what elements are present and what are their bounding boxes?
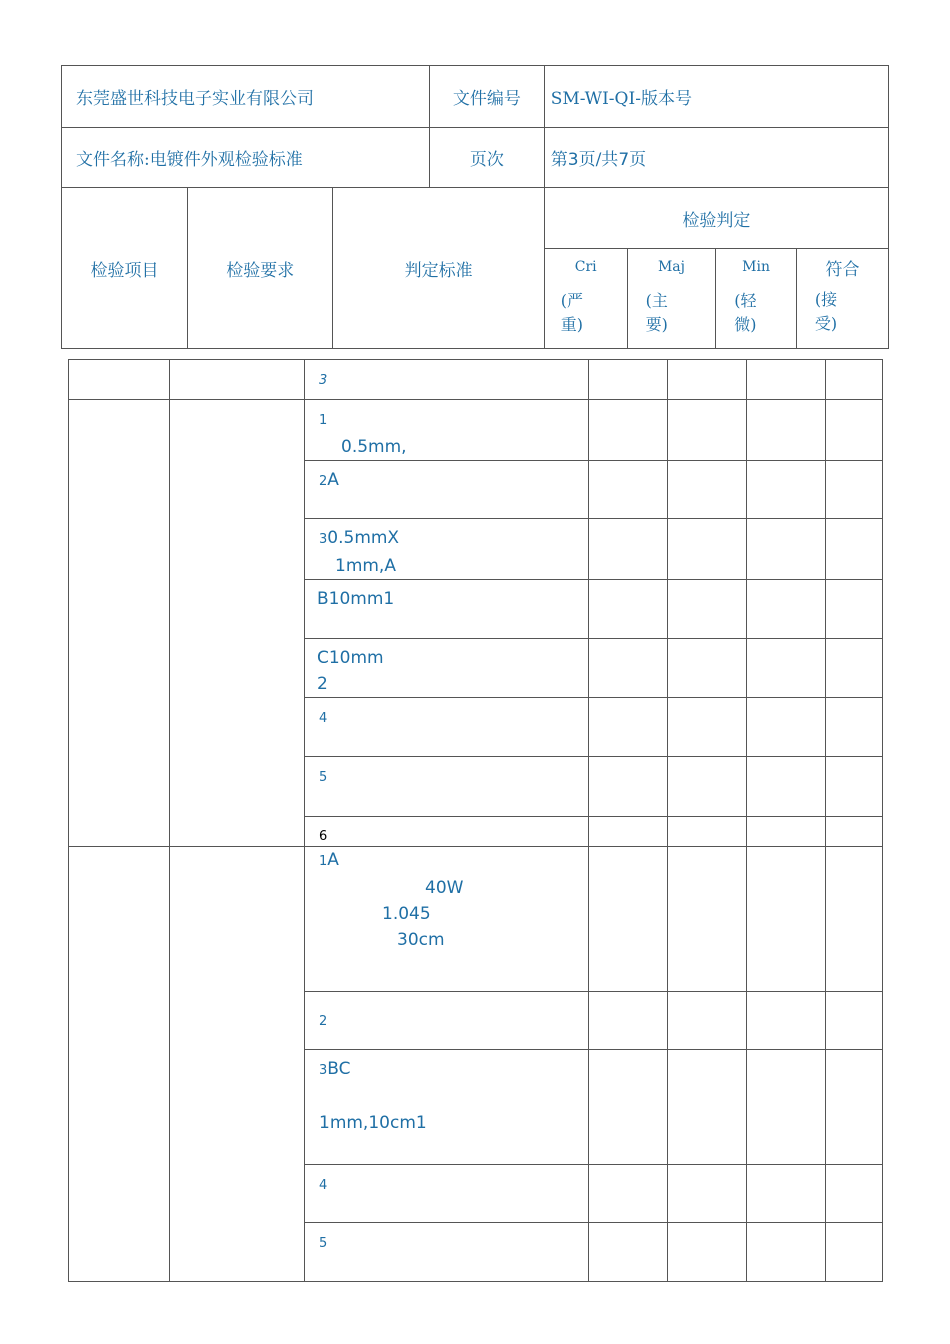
accept-cell xyxy=(826,1165,883,1223)
cri-cell xyxy=(589,992,668,1050)
min-cell xyxy=(747,461,826,519)
accept-cell xyxy=(826,400,883,461)
standard-cell: C10mm 2 xyxy=(305,639,589,698)
standard-cell: 2 xyxy=(305,992,589,1050)
table-row xyxy=(69,360,883,400)
maj-cell xyxy=(668,992,747,1050)
inspection-table xyxy=(68,359,883,1282)
accept-cell xyxy=(826,360,883,400)
maj-cell xyxy=(668,1165,747,1223)
col-header-judgement: 检验判定 xyxy=(544,188,888,249)
cri-cell xyxy=(589,519,668,580)
cri-cell xyxy=(589,1050,668,1165)
standard-cell: 5 xyxy=(305,757,589,817)
standard-cell: 1A 40W 1.045 30cm xyxy=(305,847,589,992)
cri-cell xyxy=(589,400,668,461)
cri-cell xyxy=(589,461,668,519)
accept-cell xyxy=(826,817,883,847)
accept-cell xyxy=(826,757,883,817)
cri-cell xyxy=(589,580,668,639)
accept-cell xyxy=(826,519,883,580)
standard-cell: 4 xyxy=(305,1165,589,1223)
col-header-min: Min (轻微) xyxy=(716,249,797,349)
cri-cell xyxy=(589,847,668,992)
min-cell xyxy=(747,1223,826,1282)
maj-cell xyxy=(668,639,747,698)
maj-cell xyxy=(668,400,747,461)
accept-cell xyxy=(826,992,883,1050)
min-cell xyxy=(747,757,826,817)
col-header-item: 检验项目 xyxy=(62,188,188,349)
accept-cell xyxy=(826,461,883,519)
requirement-cell xyxy=(170,847,305,1282)
cri-cell xyxy=(589,1223,668,1282)
item-cell xyxy=(69,400,170,847)
min-cell xyxy=(747,1050,826,1165)
maj-cell xyxy=(668,1223,747,1282)
col-header-standard: 判定标准 xyxy=(333,188,544,349)
min-cell xyxy=(747,847,826,992)
col-header-cri: Cri (严重) xyxy=(544,249,627,349)
cri-cell xyxy=(589,360,668,400)
requirement-cell xyxy=(170,360,305,400)
accept-cell xyxy=(826,1223,883,1282)
maj-cell xyxy=(668,461,747,519)
standard-cell: 4 xyxy=(305,698,589,757)
maj-cell xyxy=(668,1050,747,1165)
min-cell xyxy=(747,698,826,757)
standard-cell: 3 xyxy=(305,360,589,400)
accept-cell xyxy=(826,580,883,639)
standard-cell: 6 xyxy=(305,817,589,847)
min-cell xyxy=(747,360,826,400)
accept-cell xyxy=(826,847,883,992)
table-row xyxy=(69,847,883,992)
col-header-maj: Maj (主要) xyxy=(627,249,716,349)
accept-cell xyxy=(826,698,883,757)
standard-cell: B10mm1 xyxy=(305,580,589,639)
maj-cell xyxy=(668,360,747,400)
maj-cell xyxy=(668,698,747,757)
maj-cell xyxy=(668,757,747,817)
requirement-cell xyxy=(170,400,305,847)
min-cell xyxy=(747,639,826,698)
accept-cell xyxy=(826,639,883,698)
item-cell xyxy=(69,360,170,400)
standard-cell: 3BC 1mm,10cm1 xyxy=(305,1050,589,1165)
min-cell xyxy=(747,817,826,847)
cri-cell xyxy=(589,757,668,817)
page-value: 第3页/共7页 xyxy=(544,128,888,188)
min-cell xyxy=(747,580,826,639)
min-cell xyxy=(747,519,826,580)
header-table xyxy=(61,65,889,349)
maj-cell xyxy=(668,519,747,580)
col-header-accept: 符合 (接受) xyxy=(796,249,888,349)
maj-cell xyxy=(668,817,747,847)
page-label: 页次 xyxy=(430,128,545,188)
maj-cell xyxy=(668,580,747,639)
standard-cell: 5 xyxy=(305,1223,589,1282)
accept-cell xyxy=(826,1050,883,1165)
doc-name: 文件名称:电镀件外观检验标准 xyxy=(62,128,430,188)
standard-cell: 30.5mmX 1mm,A xyxy=(305,519,589,580)
doc-no-value: SM-WI-QI-版本号 xyxy=(544,66,888,128)
cri-cell xyxy=(589,639,668,698)
maj-cell xyxy=(668,847,747,992)
min-cell xyxy=(747,992,826,1050)
cri-cell xyxy=(589,1165,668,1223)
item-cell xyxy=(69,847,170,1282)
doc-no-label: 文件编号 xyxy=(430,66,545,128)
standard-cell: 1 0.5mm, xyxy=(305,400,589,461)
company-name: 东莞盛世科技电子实业有限公司 xyxy=(62,66,430,128)
col-header-requirement: 检验要求 xyxy=(188,188,333,349)
min-cell xyxy=(747,400,826,461)
table-row xyxy=(69,400,883,461)
cri-cell xyxy=(589,698,668,757)
standard-cell: 2A xyxy=(305,461,589,519)
min-cell xyxy=(747,1165,826,1223)
cri-cell xyxy=(589,817,668,847)
